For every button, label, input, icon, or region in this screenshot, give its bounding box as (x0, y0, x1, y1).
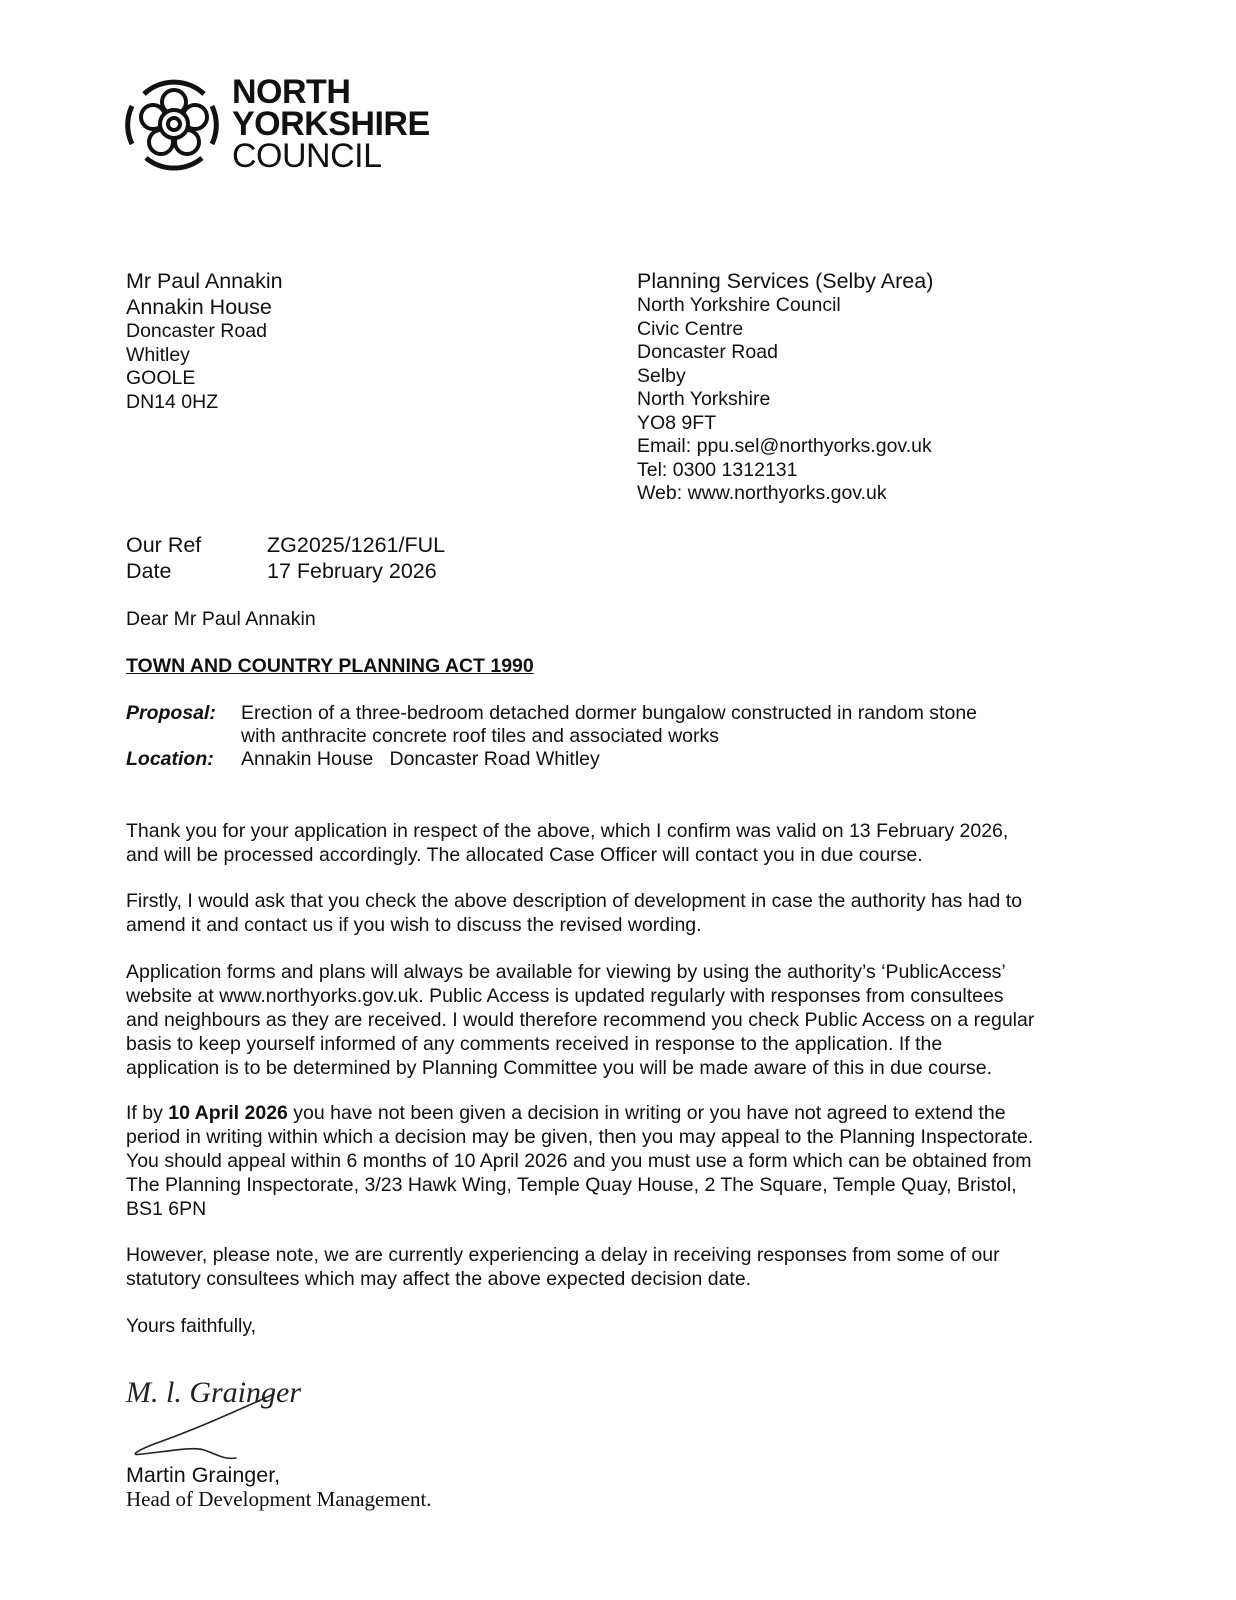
signatory-name: Martin Grainger, (126, 1463, 281, 1487)
recipient-line: Doncaster Road (126, 320, 267, 342)
paragraph-1 (126, 819, 1008, 867)
proposal-line: Erection of a three-bedroom detached dormer bungalow constructed in random stone (241, 702, 978, 724)
sender-line: Doncaster Road (637, 341, 778, 363)
paragraph-line: period in writing within which a decision may be given, then you may appeal to the Planning Inspectorate. (126, 1126, 1034, 1148)
recipient-line: Whitley (126, 343, 190, 366)
paragraph-line: basis to keep yourself informed of any comments received in response to the application. If the (126, 1033, 943, 1055)
paragraph-3 (126, 960, 1034, 1080)
handwritten-signature (124, 1360, 304, 1465)
paragraph-5 (126, 1243, 1000, 1291)
recipient-line: DN14 0HZ (126, 390, 219, 413)
decision-deadline: 10 April 2026 (168, 1102, 288, 1124)
paragraph-line: However, please note, we are currently experiencing a delay in receiving responses from some of our (126, 1244, 1000, 1266)
recipient-address (126, 268, 283, 414)
sender-phone: Tel: 0300 1312131 (637, 458, 798, 481)
paragraph-line: BS1 6PN (126, 1198, 207, 1220)
proposal-label: Proposal: (126, 702, 216, 724)
date-label: Date (126, 559, 172, 583)
proposal-block (126, 702, 977, 771)
paragraph-line: and will be processed accordingly. The allocated Case Officer will contact you in due course. (126, 844, 923, 866)
salutation: Dear Mr Paul Annakin (126, 608, 316, 630)
paragraph-line: application is to be determined by Planning Committee you will be made aware of this in due course. (126, 1057, 993, 1079)
sender-line: Civic Centre (637, 317, 744, 340)
logo-line-3: COUNCIL (232, 137, 382, 175)
proposal-line: with anthracite concrete roof tiles and associated works (241, 725, 719, 747)
signatory-title: Head of Development Management. (126, 1487, 432, 1511)
paragraph-line: Application forms and plans will always be available for viewing by using the authority’s ‘PublicAccess’ (126, 961, 1006, 983)
location-value: Annakin House Doncaster Road Whitley (241, 748, 600, 770)
reference-block (126, 532, 445, 584)
our-ref-label: Our Ref (126, 533, 202, 557)
rose-emblem-icon (124, 74, 224, 174)
recipient-line: GOOLE (126, 367, 196, 389)
paragraph-line: website at www.northyorks.gov.uk. Public Access is updated regularly with responses from consultees (126, 985, 1004, 1007)
closing: Yours faithfully, (126, 1315, 257, 1337)
sender-line: Selby (637, 364, 686, 387)
paragraph-line: and neighbours as they are received. I would therefore recommend you check Public Access on a regular (126, 1009, 1035, 1031)
paragraph-4 (126, 1101, 1033, 1221)
sender-line: North Yorkshire (637, 388, 771, 410)
paragraph-line: Firstly, I would ask that you check the above description of development in case the authority has had to (126, 890, 1023, 912)
paragraph-line: amend it and contact us if you wish to discuss the revised wording. (126, 914, 702, 936)
our-ref-value: ZG2025/1261/FUL (267, 533, 446, 557)
sender-address (637, 268, 933, 506)
paragraph-line: statutory consultees which may affect the above expected decision date. (126, 1268, 752, 1290)
sender-title: Planning Services (Selby Area) (637, 269, 934, 293)
text: If by (126, 1102, 169, 1124)
logo-line-2: YORKSHIRE (232, 105, 430, 143)
sender-email[interactable]: Email: ppu.sel@northyorks.gov.uk (637, 435, 932, 457)
date-value: 17 February 2026 (267, 559, 437, 583)
paragraph-line: The Planning Inspectorate, 3/23 Hawk Wing, Temple Quay House, 2 The Square, Temple Quay, Bristol, (126, 1174, 1017, 1196)
location-label: Location: (126, 748, 214, 770)
paragraph-2 (126, 889, 1022, 937)
signatory (126, 1462, 432, 1510)
sender-line: YO8 9FT (637, 411, 717, 434)
text: you have not been given a decision in writing or you have not agreed to extend the (287, 1102, 1006, 1124)
paragraph-line: Thank you for your application in respect of the above, which I confirm was valid on 13 February 2026, (126, 820, 1009, 842)
sender-web[interactable]: Web: www.northyorks.gov.uk (637, 482, 887, 504)
paragraph-line: You should appeal within 6 months of 10 April 2026 and you must use a form which can be obtained from (126, 1150, 1032, 1172)
recipient-name: Mr Paul Annakin (126, 269, 283, 293)
logo-line-1: NORTH (232, 73, 351, 111)
sender-line: North Yorkshire Council (637, 294, 841, 316)
signature-text: M. l. Grainger (126, 1376, 301, 1409)
recipient-line: Annakin House (126, 295, 272, 319)
letter-heading: TOWN AND COUNTRY PLANNING ACT 1990 (126, 655, 534, 677)
